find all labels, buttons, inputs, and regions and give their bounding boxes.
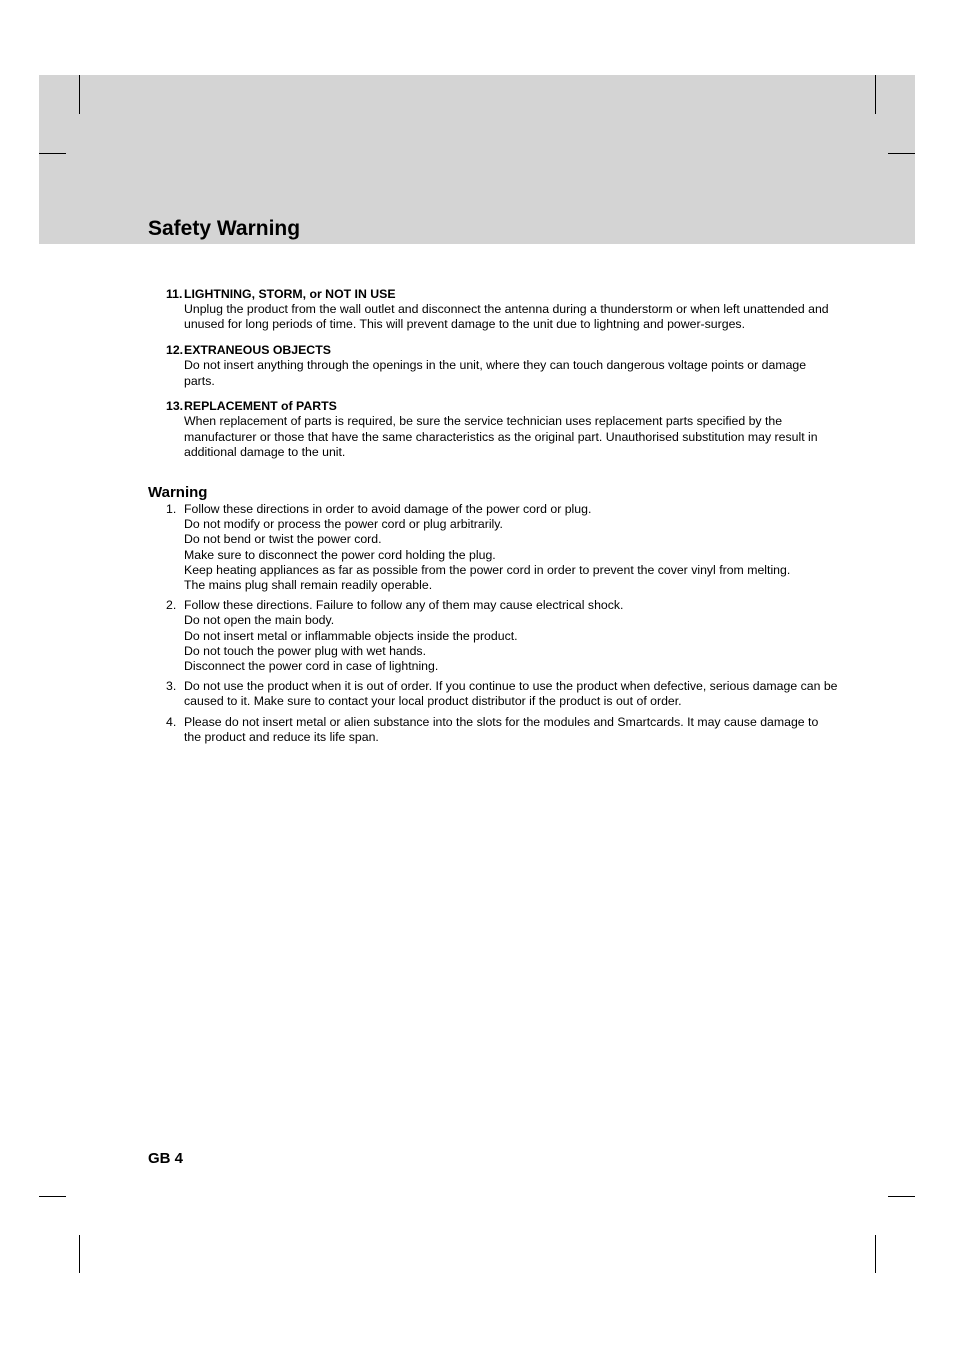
- warning-line: Do not bend or twist the power cord.: [184, 532, 382, 547]
- crop-mark-bottom-left-vertical: [79, 1235, 80, 1273]
- safety-item-text: Unplug the product from the wall outlet and disconnect the antenna during a thunderstorm or when left unattended and unused for long periods of time. This will prevent damage to the unit due to lightning and power-surges.: [184, 302, 829, 332]
- warning-line: Keep heating appliances as far as possible from the power cord in order to prevent the cover vinyl from melting.: [184, 562, 791, 577]
- warning-line: Follow these directions. Failure to follow any of them may cause electrical shock.: [184, 598, 624, 613]
- warning-line: Follow these directions in order to avoid damage of the power cord or plug.: [184, 502, 592, 517]
- safety-item-number: 12.: [166, 343, 184, 358]
- warning-list: [148, 502, 838, 745]
- warning-item-3: [148, 679, 838, 709]
- warning-item-number: 2.: [166, 598, 177, 613]
- crop-mark-bottom-right-vertical: [875, 1235, 876, 1273]
- crop-mark-bottom-left-horizontal: [39, 1196, 66, 1197]
- warning-item-number: 1.: [166, 502, 177, 517]
- warning-item-number: 3.: [166, 679, 177, 694]
- main-content: [148, 287, 838, 750]
- safety-item-heading: LIGHTNING, STORM, or NOT IN USE: [184, 287, 396, 301]
- warning-line: The mains plug shall remain readily operable.: [184, 578, 433, 593]
- safety-item-13: [148, 399, 838, 460]
- warning-line: Make sure to disconnect the power cord holding the plug.: [184, 547, 496, 562]
- warning-line: Disconnect the power cord in case of lightning.: [184, 659, 439, 674]
- warning-line: Do not open the main body.: [184, 613, 335, 628]
- crop-mark-bottom-right-horizontal: [888, 1196, 915, 1197]
- safety-item-heading: REPLACEMENT of PARTS: [184, 399, 337, 414]
- crop-mark-top-left-vertical: [79, 75, 80, 114]
- warning-line: Do not insert metal or inflammable objects inside the product.: [184, 628, 518, 643]
- safety-item-11: [148, 287, 838, 333]
- safety-item-heading: EXTRANEOUS OBJECTS: [184, 343, 331, 358]
- safety-item-text: When replacement of parts is required, be sure the service technician uses replacement parts specified by the manufacturer or those that have the same characteristics as the original part. Unauthorised substitution may result in additional damage to the unit.: [184, 414, 818, 459]
- warning-item-2: [148, 598, 838, 674]
- safety-item-text: Do not insert anything through the openings in the unit, where they can touch dangerous voltage points or damage parts.: [184, 358, 807, 388]
- warning-item-1: [148, 502, 838, 593]
- safety-item-number: 13.: [166, 399, 184, 414]
- page-title: Safety Warning: [148, 217, 301, 240]
- warning-item-4: [148, 715, 838, 745]
- safety-item-12: [148, 343, 838, 389]
- safety-item-number: 11.: [166, 287, 183, 301]
- warning-item-number: 4.: [166, 714, 177, 729]
- warning-line: Please do not insert metal or alien substance into the slots for the modules and Smartcards. It may cause damage to the product and reduce its life span.: [184, 714, 819, 744]
- crop-mark-top-right-vertical: [875, 75, 876, 114]
- crop-mark-top-left-horizontal: [39, 153, 66, 154]
- page-number: GB 4: [148, 1150, 184, 1167]
- warning-line: Do not touch the power plug with wet hands.: [184, 643, 426, 658]
- warning-line: Do not modify or process the power cord or plug arbitrarily.: [184, 517, 503, 532]
- warning-line: Do not use the product when it is out of order. If you continue to use the product when defective, serious damage can be caused to it. Make sure to contact your local product distributor if the product is out of order.: [184, 679, 838, 709]
- warning-heading: Warning: [148, 484, 208, 502]
- crop-mark-top-right-horizontal: [888, 153, 915, 154]
